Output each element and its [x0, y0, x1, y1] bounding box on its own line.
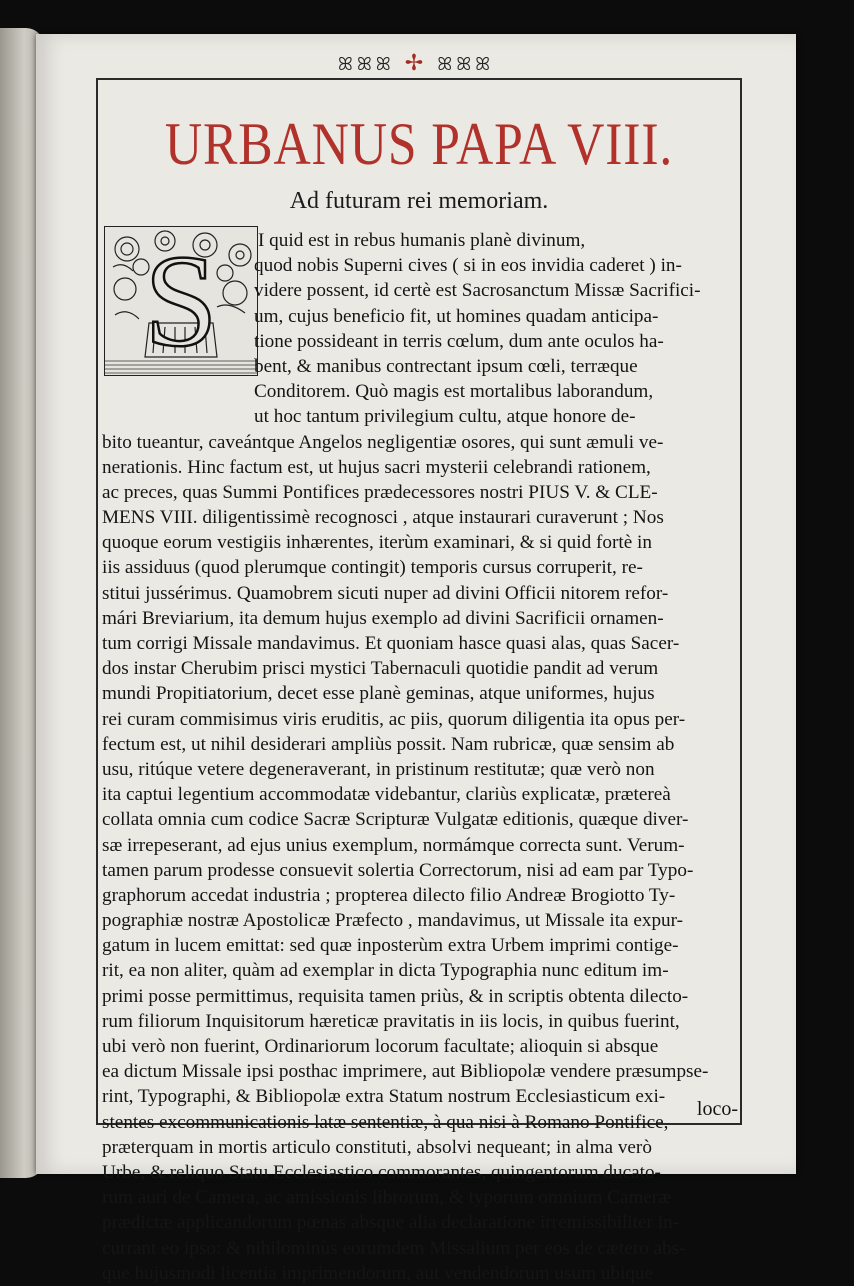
cross-ornament-icon: ✢ [404, 50, 428, 75]
text-line: tione possideant in terris cœlum, dum ante oculos ha- [254, 330, 664, 352]
text-line: um, cujus beneficio fit, ut homines quadam anticipa- [254, 305, 659, 327]
text-line: ita captui legentium accommodatæ videbantur, clariùs explicatæ, prætereà [102, 784, 671, 806]
text-line: bito tueantur, caveántque Angelos negligentiæ osores, qui sunt æmuli ve- [102, 431, 664, 453]
text-line: ut hoc tantum privilegium cultu, atque honore de- [254, 406, 636, 428]
text-line: collata omnia cum codice Sacræ Scripturæ Vulgatæ editionis, quæque diver- [102, 809, 689, 831]
text-line: tamen parum prodesse consuevit solertia Correctorum, nisi ad eam par Typo- [102, 859, 694, 881]
text-line: que hujusmodi licentia imprimendorum, aut vendendorum usum ubique [102, 1262, 654, 1284]
text-line: præterquam in mortis articulo constituti, absolvi nequeant; in alma verò [102, 1136, 652, 1158]
text-line: tum corrigi Missale mandavimus. Et quoniam hasce quasi alas, quas Sacer- [102, 633, 680, 654]
text-line: Conditorem. Quò magis est mortalibus laborandum, [254, 381, 654, 403]
text-line: rum auri de Camera, ac amissionis librorum, & typorum omnium Cameræ [102, 1187, 672, 1209]
text-line: I quid est in rebus humanis planè divinum, [258, 230, 586, 251]
page-title: URBANUS PAPA VIII. [164, 111, 674, 177]
text-line: rei curam commisimus viris eruditis, ac piis, quorum diligentia ita opus per- [102, 708, 686, 730]
text-line: quoque eorum vestigiis inhærentes, iterùm examinari, & si quid fortè in [102, 532, 652, 554]
ornament-right: ꕤꕤꕤ [437, 54, 495, 74]
svg-text:S: S [144, 227, 218, 374]
body-text [98, 228, 734, 1286]
book-page [36, 34, 796, 1284]
text-line: dos instar Cherubim prisci mystici Tabernaculi quotidie pandit ad verum [102, 658, 659, 680]
head-ornament [36, 50, 796, 76]
text-line: rum filiorum Inquisitorum hæreticæ pravitatis in iis locis, in quibus fuerint, [102, 1010, 680, 1032]
catchword: loco- [696, 1098, 738, 1120]
text-line: bent, & manibus contrectant ipsum cœli, terræque [254, 355, 638, 377]
page-subtitle: Ad futuram rei memoriam. [289, 188, 549, 214]
text-line: graphorum accedat industria ; propterea dilecto filio Andreæ Brogiotto Ty- [102, 884, 676, 906]
text-line: rint, Typographi, & Bibliopolæ extra Statum nostrum Ecclesiasticum exi- [102, 1086, 666, 1108]
text-line: ubi verò non fuerint, Ordinariorum locorum facultate; alioquin si absque [102, 1036, 659, 1057]
ornament-left: ꕤꕤꕤ [337, 54, 395, 74]
text-line: MENS VIII. diligentissimè recognosci , atque instaurari curaverunt ; Nos [102, 507, 664, 529]
text-line: mundi Propitiatorium, decet esse planè geminas, atque uniformes, hujus [102, 683, 655, 705]
text-line: currant eo ipso: & nihilominùs eorumdem Missalium per eos de cætero abs- [102, 1237, 686, 1259]
text-line: videre possent, id certè est Sacrosanctum Missæ Sacrifici- [254, 280, 701, 302]
text-line: usu, ritúque vetere degeneraverant, in pristinum restitutæ; quæ verò non [102, 758, 655, 780]
text-line: quod nobis Superni cives ( si in eos invidia caderet ) in- [254, 255, 682, 277]
text-line: sæ irrepeserant, ad ejus unius exemplum, normámque correcta sunt. Verum- [102, 834, 685, 856]
text-line: rit, ea non aliter, quàm ad exemplar in dicta Typographia nunc editum im- [102, 960, 669, 982]
text-line: ea dictum Missale ipsi posthac imprimere, aut Bibliopolæ vendere præsumpse- [102, 1061, 709, 1083]
text-line: primi posse permittimus, requisita tamen priùs, & in scriptis obtenta dilecto- [102, 985, 689, 1007]
text-line: stentes excommunicationis latæ sententiæ, à qua nisi à Romano Pontifice, [102, 1111, 669, 1133]
text-line: iis assiduus (quod plerumque contingit) temporis cursus corruperit, re- [102, 557, 643, 579]
text-line: pographiæ nostræ Apostolicæ Præfecto , mandavimus, ut Missale ita expur- [102, 910, 684, 932]
text-line: nerationis. Hinc factum est, ut hujus sacri mysterii celebrandi rationem, [102, 456, 651, 478]
text-line: ac preces, quas Summi Pontifices prædecessores nostri PIUS V. & CLE- [102, 481, 658, 503]
text-line: Urbe, & reliquo Statu Ecclesiastico commorantes, quingentorum ducato- [102, 1161, 661, 1183]
text-line: prædictæ applicandorum pœnas absque alia declaratione irremissibiliter in- [102, 1212, 680, 1234]
text-line: fectum est, ut nihil desiderari ampliùs possit. Nam rubricæ, quæ sensim ab [102, 733, 675, 755]
text-line: mári Breviarium, ita demum hujus exemplo ad divini Sacrificii ornamen- [102, 607, 664, 629]
text-frame [96, 78, 742, 1284]
text-line: stitui jussérimus. Quamobrem sicuti nuper ad divini Officii nitorem refor- [102, 582, 669, 604]
text-line: gatum in lucem emittat: sed quæ inposterùm extra Urbem imprimi contige- [102, 935, 679, 957]
